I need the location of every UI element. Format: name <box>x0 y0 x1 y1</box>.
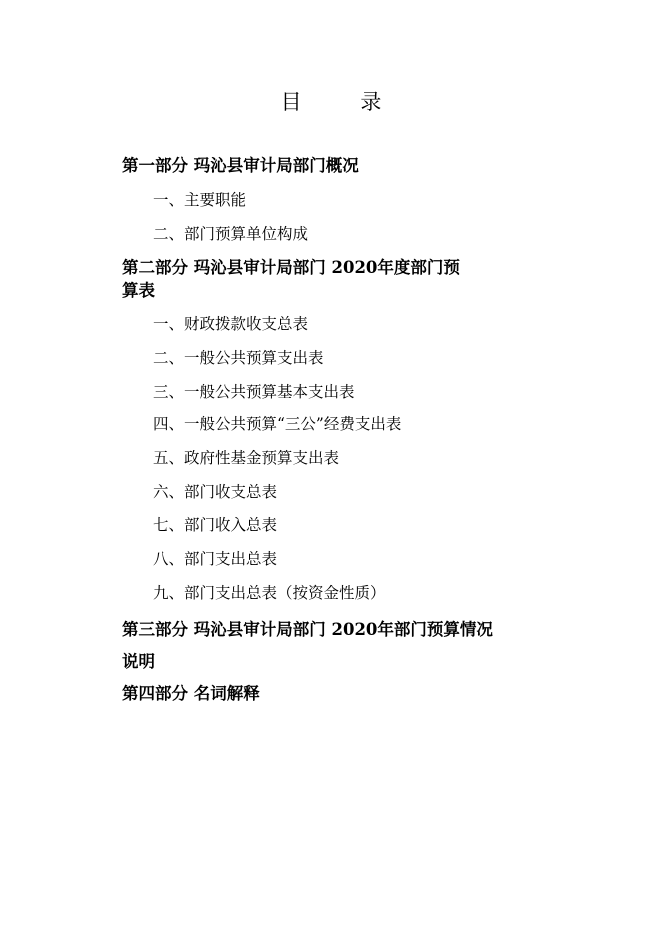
toc-part-1: 第一部分 玛沁县审计局部门概况 <box>122 156 359 175</box>
toc-part-2-line-2: 算表 <box>122 281 155 300</box>
toc-part-3-line-1: 第三部分 玛沁县审计局部门 2020年部门预算情况 <box>122 620 493 639</box>
toc-item: 一、财政拨款收支总表 <box>153 315 309 333</box>
page-title: 目 录 <box>280 90 408 114</box>
toc-item: 五、政府性基金预算支出表 <box>153 449 340 467</box>
toc-part-3-line-2: 说明 <box>122 652 155 671</box>
toc-part-2-line-1: 第二部分 玛沁县审计局部门 2020年度部门预 <box>122 258 460 277</box>
toc-item: 四、一般公共预算“三公”经费支出表 <box>153 415 402 433</box>
toc-item: 八、部门支出总表 <box>153 550 278 568</box>
toc-part-4: 第四部分 名词解释 <box>122 684 260 703</box>
toc-item: 二、一般公共预算支出表 <box>153 349 324 367</box>
toc-item: 一、主要职能 <box>153 191 247 209</box>
toc-item: 六、部门收支总表 <box>153 483 278 501</box>
toc-item: 九、部门支出总表（按资金性质） <box>153 584 386 602</box>
toc-item: 七、部门收入总表 <box>153 516 278 534</box>
toc-item: 三、一般公共预算基本支出表 <box>153 383 355 401</box>
toc-item: 二、部门预算单位构成 <box>153 225 309 243</box>
